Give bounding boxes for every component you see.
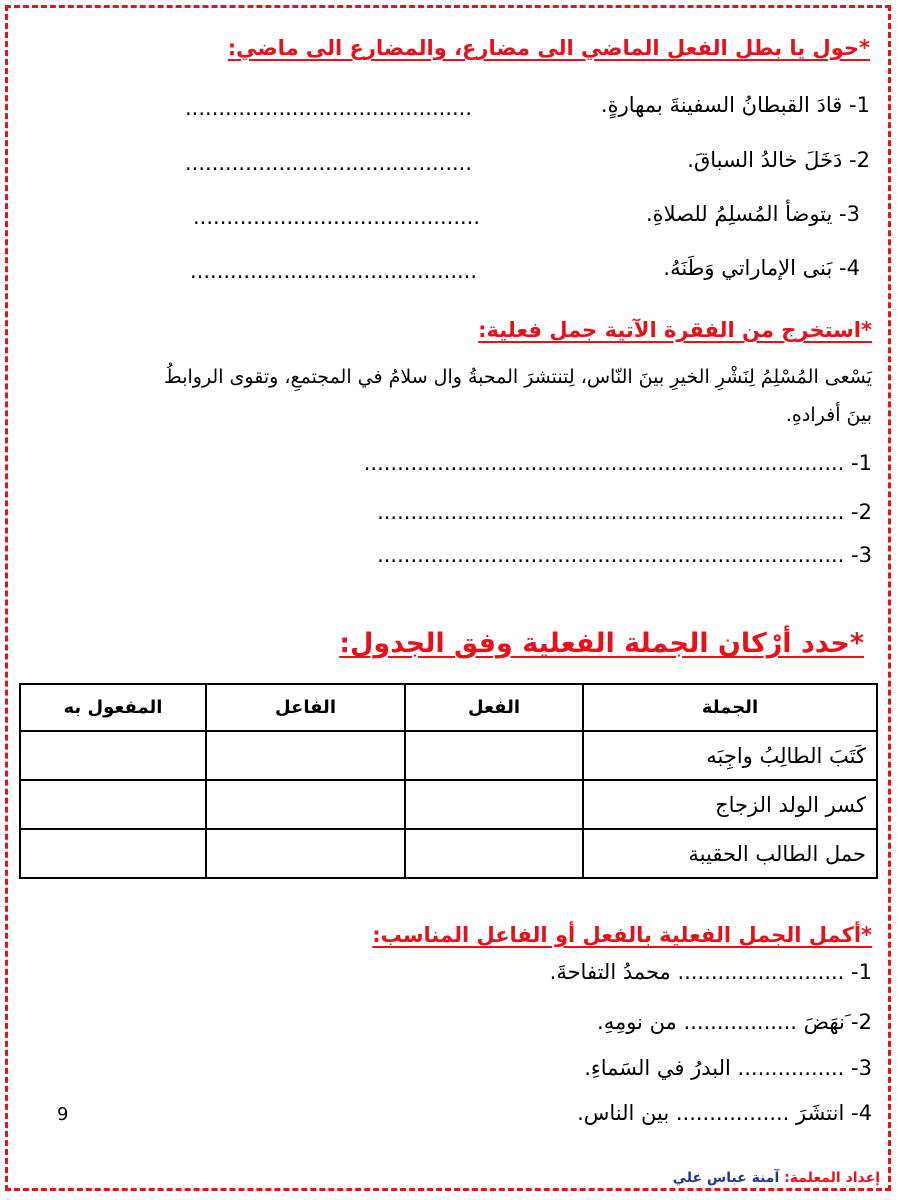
s1-answer-line[interactable]: ........................................... bbox=[193, 205, 481, 229]
subject-cell[interactable] bbox=[206, 829, 405, 878]
s1-item-text: يتوضأ المُسلِمُ للصلاةِ. bbox=[645, 202, 833, 226]
s1-answer-line[interactable]: ........................................... bbox=[185, 151, 473, 175]
s1-answer-line[interactable]: ........................................... bbox=[185, 96, 473, 120]
s2-answer-number: 1- bbox=[851, 451, 872, 475]
s4-item-number: 2- bbox=[851, 1010, 872, 1034]
table-row bbox=[20, 829, 877, 878]
s4-item-4 bbox=[577, 1101, 872, 1125]
author-credit bbox=[673, 1170, 880, 1186]
verb-cell[interactable] bbox=[405, 780, 583, 829]
s1-item-text: دَخَلَ خالدُ السباقَ. bbox=[687, 148, 843, 172]
section1-heading: *حول يا بطل الفعل الماضي الى مضارع، والمضارع الى ماضي: bbox=[227, 36, 870, 60]
s4-item-1 bbox=[550, 960, 872, 984]
s4-item-text[interactable]: ......................... محمدُ التفاحةَ. bbox=[549, 960, 845, 984]
s1-item-number: 3- bbox=[839, 202, 860, 226]
column-header: الفاعل bbox=[206, 684, 405, 731]
page-number: 9 bbox=[57, 1104, 69, 1125]
s4-item-number: 4- bbox=[851, 1101, 872, 1125]
author-label: إعداد المعلمة: bbox=[784, 1170, 880, 1186]
paragraph-line-2: بينَ أفرادهِ. bbox=[785, 404, 872, 426]
s1-item-2 bbox=[687, 148, 870, 172]
sentence-cell: حمل الطالب الحقيبة bbox=[583, 829, 877, 878]
section3-heading: *حدد أرْكان الجملة الفعلية وفق الجدول: bbox=[339, 628, 864, 659]
s4-item-text[interactable]: ................ البدرُ في السَماءِ. bbox=[584, 1056, 845, 1080]
table-row bbox=[20, 731, 877, 780]
s2-answer-2 bbox=[377, 500, 872, 524]
s4-item-text[interactable]: انتشَرَ ................. بين الناس. bbox=[577, 1101, 845, 1125]
s2-answer-1 bbox=[364, 451, 872, 475]
section2-heading: *استخرج من الفقرة الآتية جمل فعلية: bbox=[478, 318, 872, 342]
s2-answer-number: 3- bbox=[851, 543, 872, 567]
author-name: آمنة عباس علي bbox=[672, 1170, 780, 1186]
s1-item-number: 2- bbox=[849, 148, 870, 172]
s4-item-number: 1- bbox=[851, 960, 872, 984]
s1-item-3 bbox=[646, 202, 860, 226]
section4-heading: *أكمل الجمل الفعلية بالفعل أو الفاعل المناسب: bbox=[372, 923, 872, 947]
verb-cell[interactable] bbox=[405, 829, 583, 878]
table-row bbox=[20, 780, 877, 829]
column-header: الجملة bbox=[583, 684, 877, 731]
s2-answer-3 bbox=[377, 543, 872, 567]
s1-answer-line[interactable]: ........................................... bbox=[190, 259, 478, 283]
column-header: المفعول به bbox=[20, 684, 206, 731]
verbal-sentence-table bbox=[19, 683, 878, 879]
s4-item-3 bbox=[584, 1056, 872, 1080]
s1-item-1 bbox=[601, 93, 870, 117]
object-cell[interactable] bbox=[20, 829, 206, 878]
s1-item-number: 1- bbox=[849, 93, 870, 117]
s2-answer-line[interactable]: ...................................................................... bbox=[377, 543, 845, 567]
object-cell[interactable] bbox=[20, 780, 206, 829]
subject-cell[interactable] bbox=[206, 731, 405, 780]
sentence-cell: كَتَبَ الطالِبُ واجِبَه bbox=[583, 731, 877, 780]
s2-answer-line[interactable]: ........................................................................ bbox=[363, 451, 845, 475]
verb-cell[interactable] bbox=[405, 731, 583, 780]
s2-answer-number: 2- bbox=[851, 500, 872, 524]
s4-item-2 bbox=[597, 1010, 872, 1034]
subject-cell[interactable] bbox=[206, 780, 405, 829]
table-header-row bbox=[20, 684, 877, 731]
s1-item-number: 4- bbox=[839, 256, 860, 280]
sentence-cell: كسر الولد الزجاج bbox=[583, 780, 877, 829]
object-cell[interactable] bbox=[20, 731, 206, 780]
paragraph-line-1: يَسْعى المُسْلِمُ لِنَشْرِ الخيرِ بينَ النّاس، لِتنتشرَ المحبةُ وال سلامُ في المجتمعِ، وتقوى الروابطُ bbox=[164, 366, 872, 388]
s1-item-text: قادَ القبطانُ السفينةَ بمهارةٍ. bbox=[600, 93, 843, 117]
s1-item-text: بَنى الإماراتي وَطَنَهُ. bbox=[663, 256, 833, 280]
s4-item-text[interactable]: َنهَضَ ................. من نومِهِ. bbox=[597, 1010, 845, 1034]
s1-item-4 bbox=[663, 256, 860, 280]
column-header: الفعل bbox=[405, 684, 583, 731]
s2-answer-line[interactable]: ...................................................................... bbox=[377, 500, 845, 524]
s4-item-number: 3- bbox=[851, 1056, 872, 1080]
